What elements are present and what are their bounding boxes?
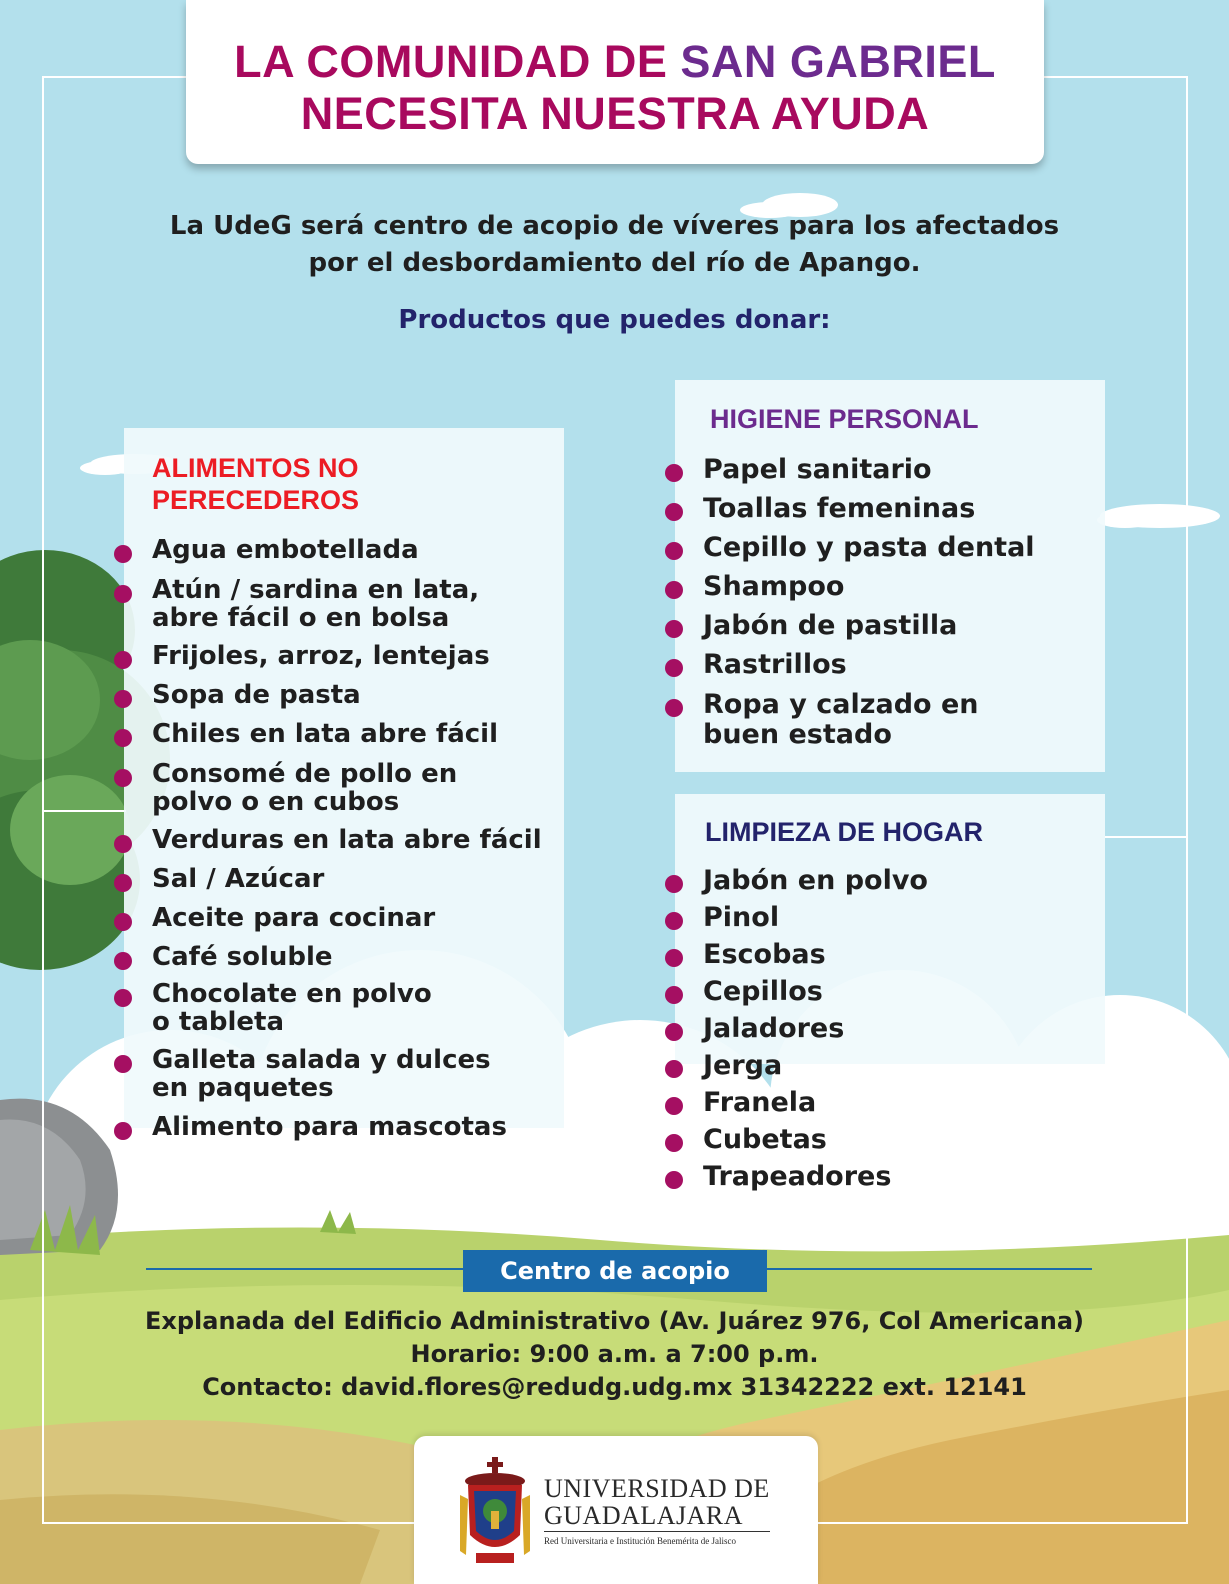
logo-name (544, 1475, 770, 1529)
list-item-text: Frijoles, arroz, lentejas (152, 641, 490, 671)
list-item-text: Galleta salada y dulces en paquetes (152, 1045, 491, 1103)
title-line-2: NECESITA NUESTRA AYUDA (300, 88, 930, 139)
bullet-icon (665, 620, 683, 638)
logo-rule (544, 1531, 770, 1532)
list-item-text: Pinol (703, 902, 780, 933)
logo-subtitle: Red Universitaria e Institución Benemérita de Jalisco (544, 1536, 736, 1546)
bullet-icon (665, 581, 683, 599)
list-item-text: Café soluble (152, 942, 333, 972)
bullet-icon (114, 585, 132, 603)
alimentos-title: ALIMENTOS NO PERECEDEROS (152, 453, 360, 515)
list-item-text: Cubetas (703, 1124, 827, 1155)
bullet-icon (114, 769, 132, 787)
bullet-icon (114, 545, 132, 563)
bullet-icon (665, 986, 683, 1004)
bullet-icon (665, 1060, 683, 1078)
bullet-icon (665, 1097, 683, 1115)
intro-text (0, 208, 1229, 282)
bullet-icon (665, 699, 683, 717)
higiene-title: HIGIENE PERSONAL (710, 404, 979, 434)
list-item-text: Rastrillos (703, 649, 847, 680)
bullet-icon (114, 835, 132, 853)
list-item-text: Sopa de pasta (152, 680, 361, 710)
title-card (186, 0, 1044, 164)
list-item-text: Jaladores (703, 1013, 845, 1044)
centro-horario: Horario: 9:00 a.m. a 7:00 p.m. (410, 1340, 819, 1368)
title-line-1: LA COMUNIDAD DE SAN GABRIEL (234, 36, 996, 87)
bullet-icon (665, 659, 683, 677)
list-item-text: Sal / Azúcar (152, 864, 325, 894)
list-item-text: Consomé de pollo en polvo o en cubos (152, 759, 458, 817)
bullet-icon (665, 464, 683, 482)
bullet-icon (665, 503, 683, 521)
list-item-text: Jabón en polvo (703, 865, 928, 896)
list-item-text: Toallas femeninas (703, 493, 976, 524)
udg-crest-icon (458, 1455, 532, 1567)
bullet-icon (114, 1055, 132, 1073)
centro-address: Explanada del Edificio Administrativo (Av. Juárez 976, Col Americana) (144, 1307, 1085, 1335)
frame-mid-left (42, 810, 126, 812)
bullet-icon (114, 729, 132, 747)
list-item-text: Verduras en lata abre fácil (152, 825, 542, 855)
list-item-text: Aceite para cocinar (152, 903, 436, 933)
bullet-icon (665, 1134, 683, 1152)
list-item-text: Atún / sardina en lata, abre fácil o en bolsa (152, 575, 480, 633)
title-accent: SAN GABRIEL (680, 36, 996, 87)
bullet-icon (114, 952, 132, 970)
list-item-text: Agua embotellada (152, 535, 419, 565)
logo-name-line-2: GUADALAJARA (544, 1501, 744, 1530)
bullet-icon (114, 989, 132, 1007)
list-item-text: Jerga (703, 1050, 783, 1081)
list-item-text: Ropa y calzado en buen estado (703, 689, 979, 750)
list-item-text: Papel sanitario (703, 454, 932, 485)
bullet-icon (665, 1023, 683, 1041)
bullet-icon (114, 874, 132, 892)
bullet-icon (114, 1122, 132, 1140)
centro-contacto: Contacto: david.flores@redudg.udg.mx 31342222 ext. 12141 (202, 1373, 1027, 1401)
list-item-text: Franela (703, 1087, 817, 1118)
list-item-text: Cepillos (703, 976, 823, 1007)
bullet-icon (665, 1171, 683, 1189)
intro-line-2: por el desbordamiento del río de Apango. (308, 248, 921, 278)
bullet-icon (114, 651, 132, 669)
bullet-icon (114, 913, 132, 931)
list-item-text: Alimento para mascotas (152, 1112, 507, 1142)
limpieza-title: LIMPIEZA DE HOGAR (705, 817, 984, 847)
products-heading: Productos que puedes donar: (398, 305, 831, 335)
list-item-text: Trapeadores (703, 1161, 892, 1192)
list-item-text: Escobas (703, 939, 826, 970)
intro-line-1: La UdeG será centro de acopio de víveres para los afectados (169, 211, 1060, 241)
bullet-icon (665, 949, 683, 967)
bullet-icon (114, 690, 132, 708)
list-item-text: Jabón de pastilla (703, 610, 958, 641)
bullet-icon (665, 912, 683, 930)
bullet-icon (665, 542, 683, 560)
logo-name-line-1: UNIVERSIDAD DE (544, 1474, 770, 1503)
list-item-text: Shampoo (703, 571, 845, 602)
list-item-text: Chiles en lata abre fácil (152, 719, 499, 749)
centro-info (0, 1305, 1229, 1404)
list-item-text: Cepillo y pasta dental (703, 532, 1035, 563)
bullet-icon (665, 875, 683, 893)
frame-mid-right (1105, 836, 1188, 838)
list-item-text: Chocolate en polvo o tableta (152, 979, 432, 1037)
centro-badge: Centro de acopio (463, 1250, 767, 1292)
